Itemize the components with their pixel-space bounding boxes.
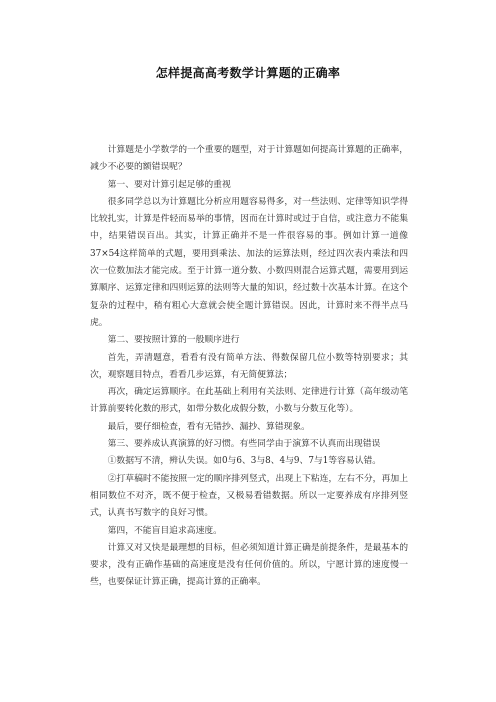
paragraph: 最后，要仔细检查，看有无错抄、漏抄、算错现象。 <box>107 421 310 432</box>
paragraph: ②打草稿时不能按照一定的顺序排列竖式，出现上下粘连，左右不分，再加上相同数位不对齐，既不便于检查，又极易看错数据。所以一定要养成有序排列竖式，认真书写数字的良好习惯。 <box>90 473 408 519</box>
paragraph-intro: 计算题是小学数学的一个重要的题型，对于计算题如何提高计算题的正确率，减少不必要的额错误呢？ <box>90 145 408 173</box>
paragraph: 再次，确定运算顺序。在此基础上利用有关法则、定律进行计算（高年级动笔计算前要转化数的形式，如带分数化成假分数，小数与分数互化等）。 <box>90 387 408 415</box>
section-heading-1: 第一、要对计算引起足够的重视 <box>107 179 231 190</box>
section-heading-3: 第三、要养成认真演算的好习惯。有些同学由于演算不认真而出现错误 <box>107 439 381 450</box>
document-title: 怎样提高高考数学计算题的正确率 <box>155 66 341 80</box>
document-body <box>90 142 408 592</box>
paragraph: 很多同学总以为计算题比分析应用题容易得多，对一些法则、定律等知识学得比较扎实，计算是件轻而易举的事情，因而在计算时或过于自信，或注意力不能集中，结果错误百出。其实，计算正确并不是一件很容易的事。例如计算一道像37×54这样简单的式题，要用到乘法、加法的运算法则，经过四次表内乘法和四次一位数加法才能完成。至于计算一道分数、小数四则混合运算式题，需要用到运算顺序、运算定律和四则运算的法则等大量的知识，经过数十次基本计算。在这个复杂的过程中，稍有粗心大意就会使全题计算错误。因此，计算时来不得半点马虎。 <box>90 196 408 328</box>
paragraph: 计算又对又快是最理想的目标，但必须知道计算正确是前提条件，是最基本的要求，没有正确作基础的高速度是没有任何价值的。所以，宁愿计算的速度慢一些，也要保证计算正确，提高计算的正确率。 <box>90 542 408 588</box>
section-heading-4: 第四，不能盲目追求高速度。 <box>107 525 222 536</box>
section-heading-2: 第二、要按照计算的一般顺序进行 <box>107 335 240 346</box>
paragraph: 首先，弄清题意，看看有没有简单方法、得数保留几位小数等特别要求；其次，观察题目特点，看看几步运算，有无简便算法； <box>90 352 408 380</box>
paragraph: ①数据写不清，辨认失误。如0与6、3与8、4与9、7与1等容易认错。 <box>107 456 382 467</box>
